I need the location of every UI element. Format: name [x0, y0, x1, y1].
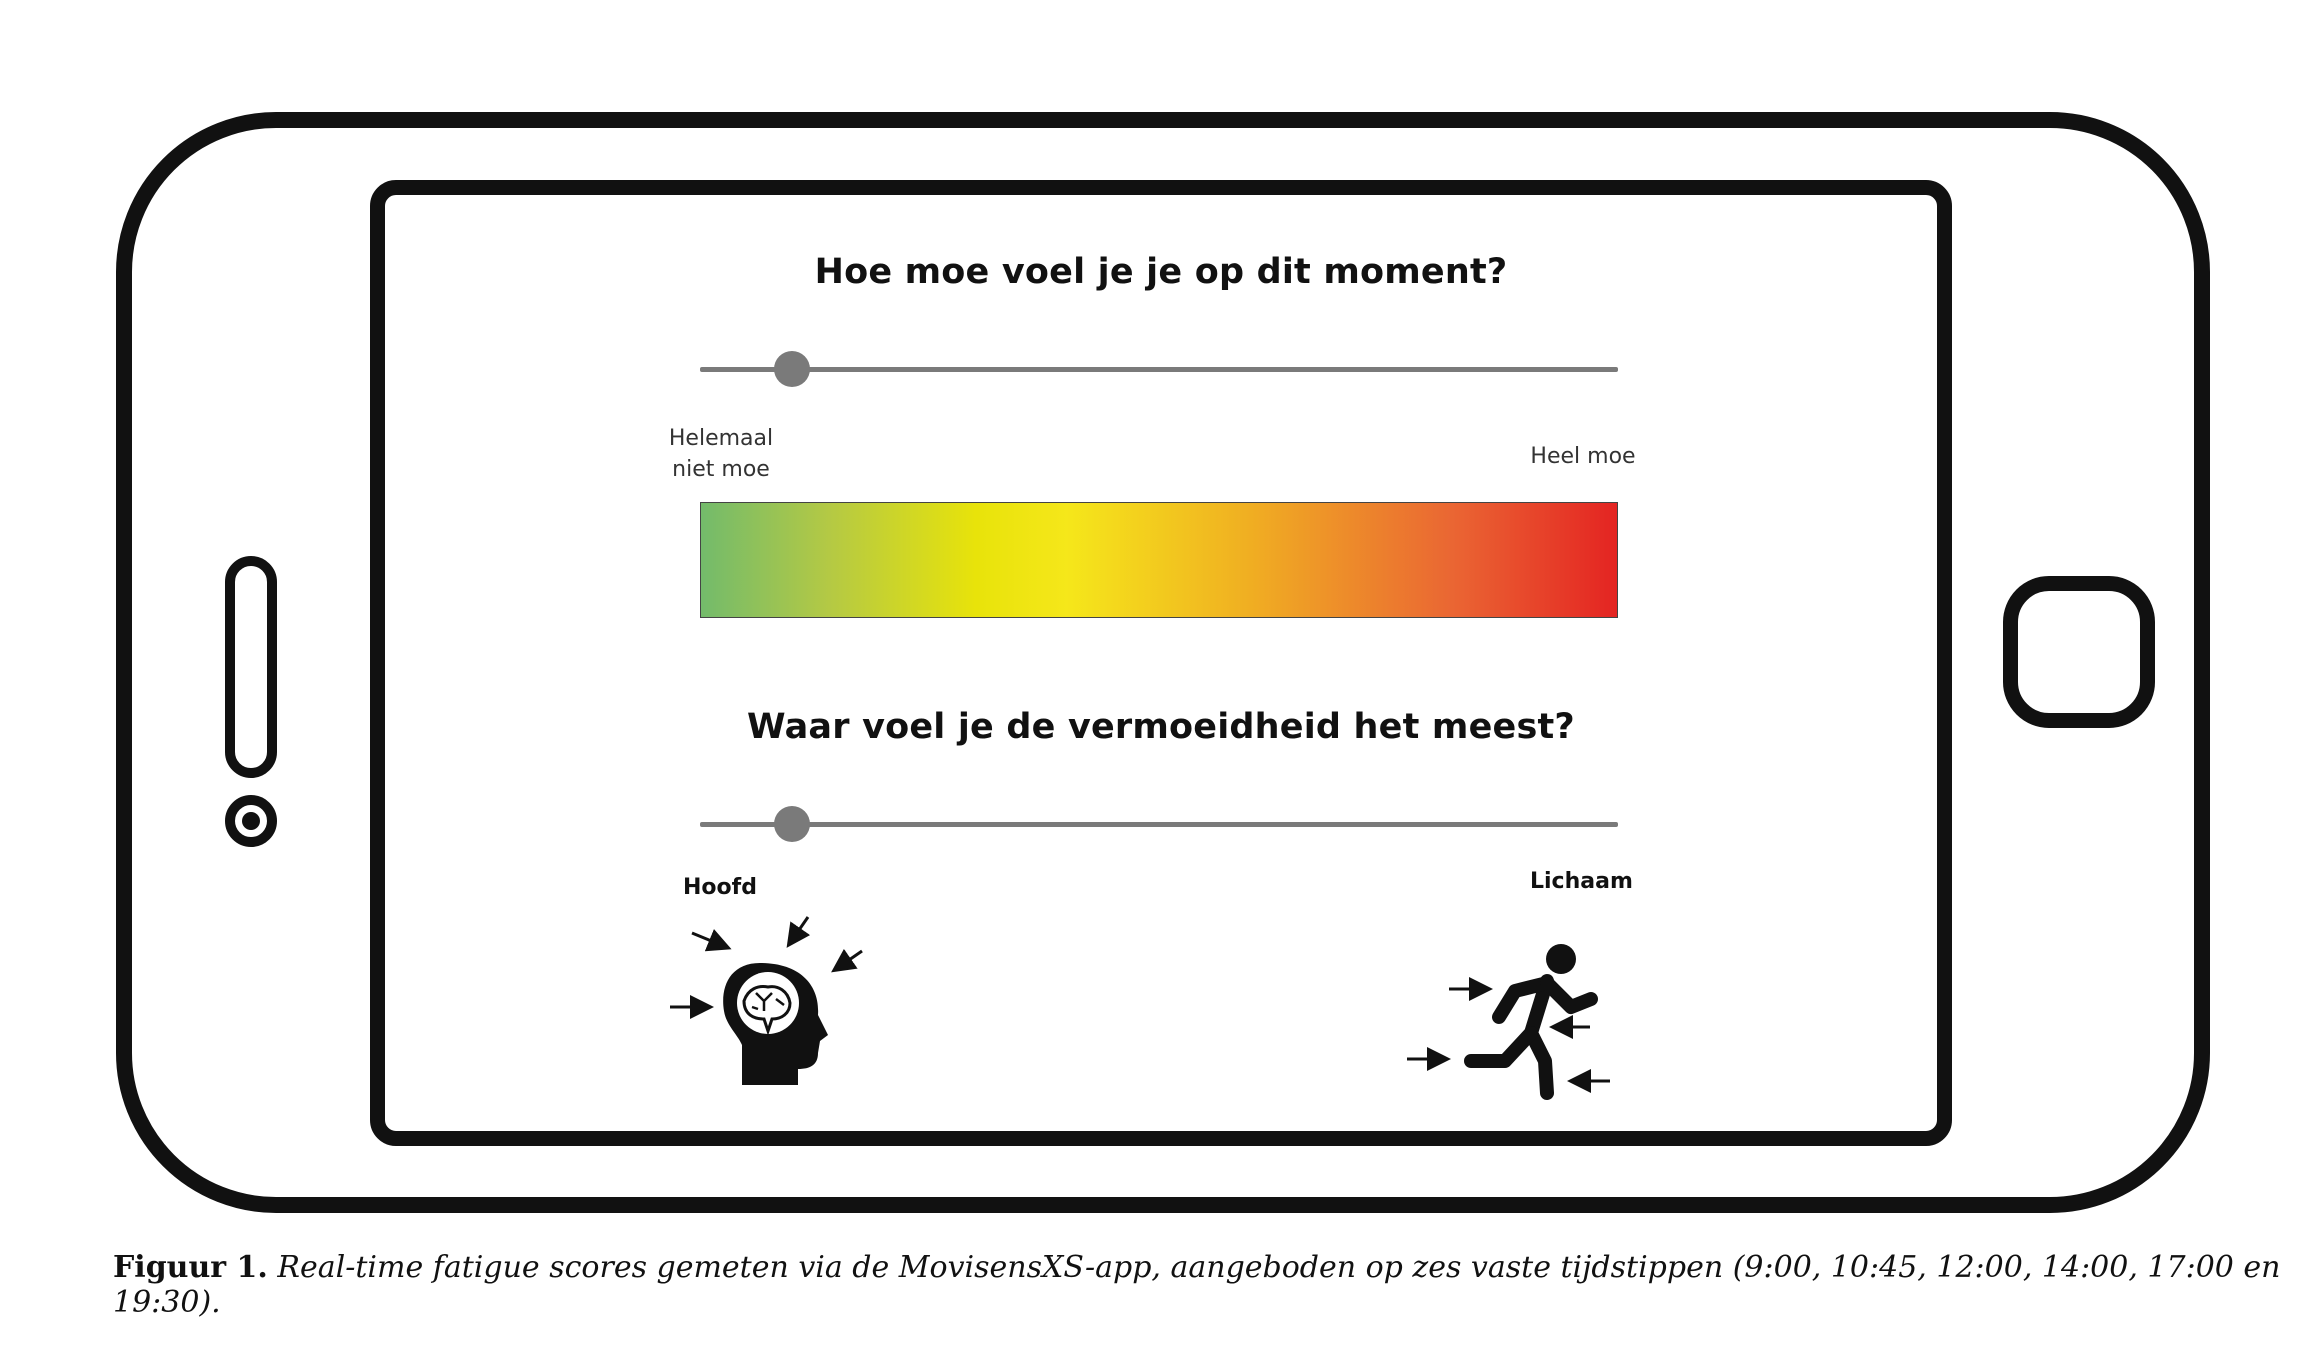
scale-label-right: Heel moe	[1530, 444, 1636, 469]
fatigue-slider-thumb[interactable]	[774, 351, 810, 387]
label-head: Hoofd	[683, 875, 757, 900]
home-button[interactable]	[2003, 576, 2155, 728]
fatigue-slider[interactable]	[700, 367, 1618, 372]
fatigue-gradient-bar	[700, 502, 1618, 618]
question-fatigue-level: Hoe moe voel je je op dit moment?	[814, 252, 1508, 292]
head-brain-icon	[660, 905, 870, 1085]
location-slider[interactable]	[700, 822, 1618, 827]
caption-lead: Figuur 1.	[113, 1250, 268, 1285]
scale-label-left-line2: niet moe	[672, 457, 770, 482]
running-person-icon	[1395, 935, 1615, 1105]
caption-text: Real-time fatigue scores gemeten via de MovisensXS-app, aangeboden op zes vaste tijdstippen (9:00, 10:45, 12:00, 14:00, 17:00 en 19:30).	[113, 1250, 2281, 1320]
camera-dot	[225, 795, 277, 847]
question-fatigue-location: Waar voel je de vermoeidheid het meest?	[747, 707, 1575, 747]
scale-label-left	[663, 423, 779, 485]
figure-caption	[113, 1250, 2315, 1320]
location-slider-thumb[interactable]	[774, 806, 810, 842]
phone-screen	[370, 180, 1952, 1146]
scale-label-left-line1: Helemaal	[668, 426, 774, 451]
speaker-slot	[225, 556, 277, 778]
label-body: Lichaam	[1530, 869, 1633, 894]
